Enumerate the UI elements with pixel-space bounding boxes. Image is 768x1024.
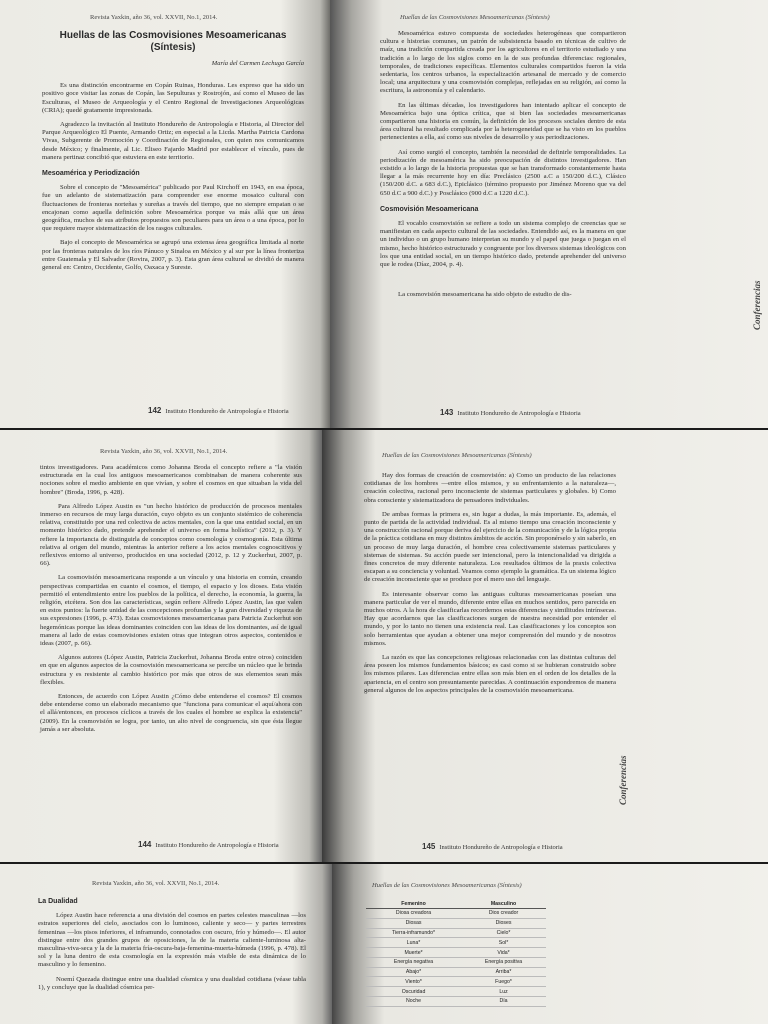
table-row — [366, 967, 546, 977]
paragraph: Para Alfredo López Austin es "un hecho histórico de producción de procesos mentales inmerso en recursos de muy larga duración, cuyo objeto es un conjunto sistémico de coherencia relativa, constituido por una red colectiva de actos mentales, con la que una entidad social, en un momento histórico dado, pretende aprehender el universo en forma holística" (2012, p. 3). Y refiere la importancia de distinguirla de conceptos como cosmología y cosmogonía. Esta última relativa al origen del mundo, mientras la anterior refiere a los actos mentales cognoscitivos y reflexivos entorno al universo, producidos en una sociedad (2012, p. 12 y Zuckerhut, 2007, p. 66). — [40, 502, 302, 568]
paragraph: En las últimas décadas, los investigadores han intentado aplicar el concepto de Mesoamérica bajo una óptica crítica, que si bien las sociedades mesoamericanas compartieron una historia en común, la definición de los procesos sociales dentro de esta área cultural ha resultado complicada por la heterogeneidad que se ha visto en los pueblos pertenecientes a ella, así como sus niveles de desarrollo y sus periodizaciones. — [380, 101, 626, 142]
table-row — [366, 997, 546, 1007]
table-cell: Abajo* — [366, 967, 461, 977]
table-cell: Diosa creadora — [366, 909, 461, 919]
table-cell: Cielo* — [461, 928, 546, 938]
page-146 — [0, 864, 332, 1024]
footer-institution: Instituto Hondureño de Antropología e Historia — [439, 844, 563, 851]
running-header: Revista Yaxkin, año 36, vol. XXVII, No.1, 2014. — [92, 880, 220, 887]
article-title: Huellas de las Cosmovisiones Mesoamericanas (Síntesis) — [59, 30, 287, 53]
table-cell: Energía positiva — [461, 957, 546, 967]
table-cell: Muerte* — [366, 948, 461, 958]
footer-institution: Instituto Hondureño de Antropología e Historia — [165, 408, 289, 415]
table-cell: Fuego* — [461, 977, 546, 987]
section-side-label: Conferencias — [752, 280, 762, 330]
page-142 — [0, 0, 330, 428]
table-cell: Luz — [461, 987, 546, 997]
section-side-label: Conferencias — [618, 755, 628, 805]
table-cell: Dios creador — [461, 909, 546, 919]
paragraph: Hay dos formas de creación de cosmovisión: a) Como un producto de las relaciones cotidianas de los hombres —entre ellos mismos, y su enfrentamiento a la naturaleza—, creación colectiva, racional pero inconsciente de sistemas particulares y globales. b) Como obra consciente y sistematizadora de pensadores individuales. — [364, 472, 616, 504]
table-row — [366, 948, 546, 958]
page-145-text — [364, 472, 616, 701]
paragraph: De ambas formas la primera es, sin lugar a dudas, la más importante. Es, además, el punto de partida de la actividad individual. Es al mismo tiempo una creación inconsciente y una construcción racional porque deriva del ejercicio de la comunicación y de la lógica propia de la práctica cotidiana en muy distintos ámbitos de acción. Sin proponérselo y sin saberlo, en un proceso de muy larga duración, el hombre crea colectivamente sistemas particulares y sistemas de sistemas. Su acción puede ser intencional, pero la intencionalidad va dirigida a fines concretos de muy diferente naturaleza. Los resultados últimos de la praxis colectiva escapan a su conciencia y voluntad. Veamos como ejemplo la gramática. Es un sistema lógico de creación inconsciente que se produce por el mero uso del lenguaje. — [364, 510, 616, 584]
section-heading: Cosmovisión Mesoamericana — [380, 205, 479, 213]
paragraph: Agradezco la invitación al Instituto Hondureño de Antropología e Historia, al Director del Parque Arqueológico El Puente, Armando Ortiz; en especial a la Licda. Martha Patricia Cardona Vivas, Subgerente de Promoción y Coordinación de Regionales, con quien nos comunicamos desde México; y finalmente, al Lic. Eliseo Fajardo Madrid por establecer el vínculo, pues de manera pertinaz concibió que estuviera en este territorio. — [42, 121, 304, 161]
page-145 — [322, 430, 768, 862]
table-cell: Tierra-inframundo* — [366, 928, 461, 938]
table-cell: Energía negativa — [366, 957, 461, 967]
page-footer — [422, 842, 563, 851]
table-cell: Diosas — [366, 918, 461, 928]
paragraph: Así como surgió el concepto, también la necesidad de definirle temporalidades. La periodización de mesoamérica ha sido preocupación de distintos investigadores. Han existido a lo largo de la historia propuestas que se han transformado constantemente hasta llegar a la más recurrente hoy en día: Preclásico (2500 a.C a 150/200 d.C.), Clásico (150/200 d.C. a 683 d.C.), Epiclásico (término propuesto por Jiménez Moreno que va del 650 d.C a 900 d.C.) y Posclásico (900 d.C a 1220 d.C.). — [380, 148, 626, 197]
table-cell: Viento* — [366, 977, 461, 987]
section-heading: La Dualidad — [38, 898, 78, 905]
paragraph: Es interesante observar como las antiguas culturas mesoamericanas poseían una manera particular de ver el mundo, diferente entre ellas en muchos sentidos, pero parecida en muchos otros. A la hora de clasificarlas recordemos estas diferencias y similitudes intrínsecas. Hay que acordarnos que las clasificaciones surgen de nuestra necesidad por entender el mundo, y por lo tanto no tienen una existencia real. Las clasificaciones y los conceptos son solo herramientas que ayudan a obtener una mejor comprensión del mundo y de nosotros mismos. — [364, 590, 616, 647]
table-cell: Oscuridad — [366, 987, 461, 997]
footer-institution: Instituto Hondureño de Antropología e Historia — [457, 410, 581, 417]
paragraph: Algunos autores (López Austin, Patricia Zuckerhut, Johanna Broda entre otros) coinciden en que en algunos aspectos de la cosmovisión mesoamericana se percibe un núcleo que le brinda estructura y es resistente al cambio histórico por más que otros de sus elementos sean más flexibles. — [40, 654, 302, 686]
page-142-text — [42, 30, 304, 278]
table-cell: Arriba* — [461, 967, 546, 977]
paragraph: López Austin hace referencia a una división del cosmos en partes celestes masculinas —los estratos superiores del cielo, asociados con lo luminoso, caliente y seco— y partes terrestres femeninas —los pisos inferiores, el inframundo, connotados con oscuro, frío y húmedo—. El autor distingue entre dos grandes grupos de oposiciones, la de la materia caliente-luminosa alta- masculina-viva-seca y la de la materia fría-oscura-baja-femenina-muerta-húmeda (1996, p. 478). El sol y la luna dentro de esta cosmología en la expresión más visible de esta dinámica de lo masculino y lo femenino. — [38, 912, 306, 969]
running-header: Huellas de las Cosmovisiones Mesoamericanas (Síntesis) — [382, 452, 532, 459]
footer-institution: Instituto Hondureño de Antropología e Historia — [155, 842, 279, 849]
paragraph: La razón es que las concepciones religiosas relacionadas con las distintas culturas del área poseen los mismos fundamentos básicos; es casi como si se hubieran construido sobre los mismos pilares. Las diferencias entre ellas son más bien en el orden de los detalles de la apariencia, en el centro son presuntamente parecidas. A continuación expondremos de manera general algunos de los aspectos principales de la cosmovisión mesoamericana. — [364, 654, 616, 694]
page-144 — [0, 430, 322, 862]
paragraph: Es una distinción encontrarme en Copán Ruinas, Honduras. Les expreso que ha sido un positivo goce visitar las zonas de Copán, las Sepulturas y Rostrojón, así como el Museo de las Esculturas, el Museo de Arqueología y el Centro Regional de Investigaciones Arqueológicas (CRIA); quedé gratamente impresionada. — [42, 82, 304, 114]
page-143 — [330, 0, 768, 428]
page-footer — [440, 408, 581, 417]
table-row — [366, 987, 546, 997]
duality-table — [366, 900, 546, 1007]
paragraph: Mesoamérica estuvo compuesta de sociedades heterogéneas que compartieron cultura e historias comunes, un patrón de subsistencia basado en técnicas de cultivo de maíz, una tradición compartida creada por los agricultores en el territorio estudiado y una tradición a lo largo de los siglos como en la de sus profundas diferencias: regionales, temporales, de tradiciones específicas. Elementos culturales compartidos fueron la vida sedentaria, los centros urbanos, la especialización artesanal de mercado y de comercio local; una arquitectura y una cosmovisión complejas, reflejadas en su religión, así como la escritura, la astronomía y el calendario. — [380, 30, 626, 95]
table-cell: Sol* — [461, 938, 546, 948]
page-number: 145 — [422, 842, 436, 851]
section-heading: Mesoamérica y Periodización — [42, 170, 140, 178]
paragraph: Entonces, de acuerdo con López Austin ¿Cómo debe entenderse el cosmos? El cosmos debe entenderse como un elaborado mecanismo que "funciona para comunicar el aquí/ahora con el allá/entonces, en procesos cíclicos a través de los cuales el hombre se explica la existencia" (2009). En la cosmovisión se logra, por tanto, un alto nivel de congruencia, sin que ésta llegue jamás a ser absoluta. — [40, 693, 302, 733]
page-146-text — [38, 898, 306, 998]
page-footer — [148, 406, 289, 415]
table-row — [366, 977, 546, 987]
article-author: María del Carmen Lechuga García — [211, 60, 304, 67]
paragraph: La cosmovisión mesoamericana ha sido objeto de estudio de dis- — [398, 291, 572, 299]
table-row — [366, 909, 546, 919]
table-cell: Dioses — [461, 918, 546, 928]
paragraph: Noemí Quezada distingue entre una dualidad cósmica y una dualidad cotidiana (véase tabla 1), y concluye que la dualidad cósmica per- — [38, 975, 306, 991]
paragraph: Bajo el concepto de Mesoamérica se agrupó una extensa área geográfica limitada al norte por las fronteras naturales de los ríos Pánuco y Sinaloa en México y al sur por la línea fronteriza entre Guatemala y El Salvador (Rovira, 2007, p. 3). Esta gran área cultural se dividió de manera general en: Centro, Occidente, Golfo, Oaxaca y Sureste. — [42, 239, 304, 272]
page-147 — [332, 864, 768, 1024]
running-header: Huellas de las Cosmovisiones Mesoamericanas (Síntesis) — [400, 14, 550, 21]
paragraph: Sobre el concepto de "Mesoamérica" publicado por Paul Kirchoff en 1943, en esa época, fue un adelanto de sistematización para comprender ese enorme mosaico cultural con fluctuaciones de fronteras norteñas y sureñas a través del tiempo, que no siempre empatan o se encajonan como aquella definición sobre Mesoamérica porque va más allá que un área geográfica, muchos de sus atributos propuestos son peculiares para un área o a una época, por lo que requiere mayor sistematización de los rasgos culturales. — [42, 184, 304, 233]
page-number: 143 — [440, 408, 454, 417]
table-header: Masculino — [461, 900, 546, 909]
paragraph: El vocablo cosmovisión se refiere a todo un sistema complejo de creencias que se manifiestan en cada aspecto cultural de las sociedades. Entendido así, es la manera en que un individuo o un grupo humano interpretan su mundo y el papel que juega o juegan en el mismo, hecho histórico estructurado y congruente por los diversos sistemas ideológicos con los que una entidad social, en un tiempo histórico dado, pretende aprehender del universo que le rodea (Díaz, 2004, p. 4). — [380, 220, 626, 269]
table-row — [366, 918, 546, 928]
table-row — [366, 928, 546, 938]
table-cell: Luna* — [366, 938, 461, 948]
paragraph: tintos investigadores. Para académicos como Johanna Broda el concepto refiere a "la visión estructurada en la cual los antiguos mesoamericanos combinaban de manera coherente sus nociones sobre el medio ambiente en que vivían, y sobre el cosmos en que situaban la vida del hombre" (Broda, 1996, p. 428). — [40, 464, 302, 496]
paragraph: La cosmovisión mesoamericana responde a un vínculo y una historia en común, creando perspectivas compartidas en cuanto el cosmos, el tiempo, el espacio y los dioses. Esta visión permitió el entendimiento entre los pueblos de la política, el derecho, la economía, la guerra, la religión, etcétera. Son dos las características, según refiere Alfredo López Austin, las que valen en estos puntos: la fuerte unidad de las concepciones profundas y la gran diversidad y riqueza de sus expresiones (1996, p. 473). Estas cosmovisiones mesoamericanas para Patricia Zuckerhut son hegemónicas porque las ideas dominantes coinciden con las ideas de los dominantes, así de igual manera al lado de estas cosmovisiones existen otras que integran otros aspectos, contenidos e ideas (2007, p. 66). — [40, 574, 302, 648]
page-number: 144 — [138, 840, 152, 849]
running-header: Revista Yaxkin, año 36, vol. XXVII, No.1, 2014. — [100, 448, 228, 455]
table-row — [366, 938, 546, 948]
page-footer — [138, 840, 279, 849]
table-cell: Día — [461, 997, 546, 1007]
page-number: 142 — [148, 406, 162, 415]
running-header: Huellas de las Cosmovisiones Mesoamericanas (Síntesis) — [372, 882, 522, 889]
table-cell: Noche — [366, 997, 461, 1007]
table-header: Femenino — [366, 900, 461, 909]
page-143-text — [380, 30, 626, 305]
table-cell: Vida* — [461, 948, 546, 958]
running-header: Revista Yaxkin, año 36, vol. XXVII, No.1, 2014. — [90, 14, 218, 21]
table-row — [366, 957, 546, 967]
page-144-text — [40, 464, 302, 740]
